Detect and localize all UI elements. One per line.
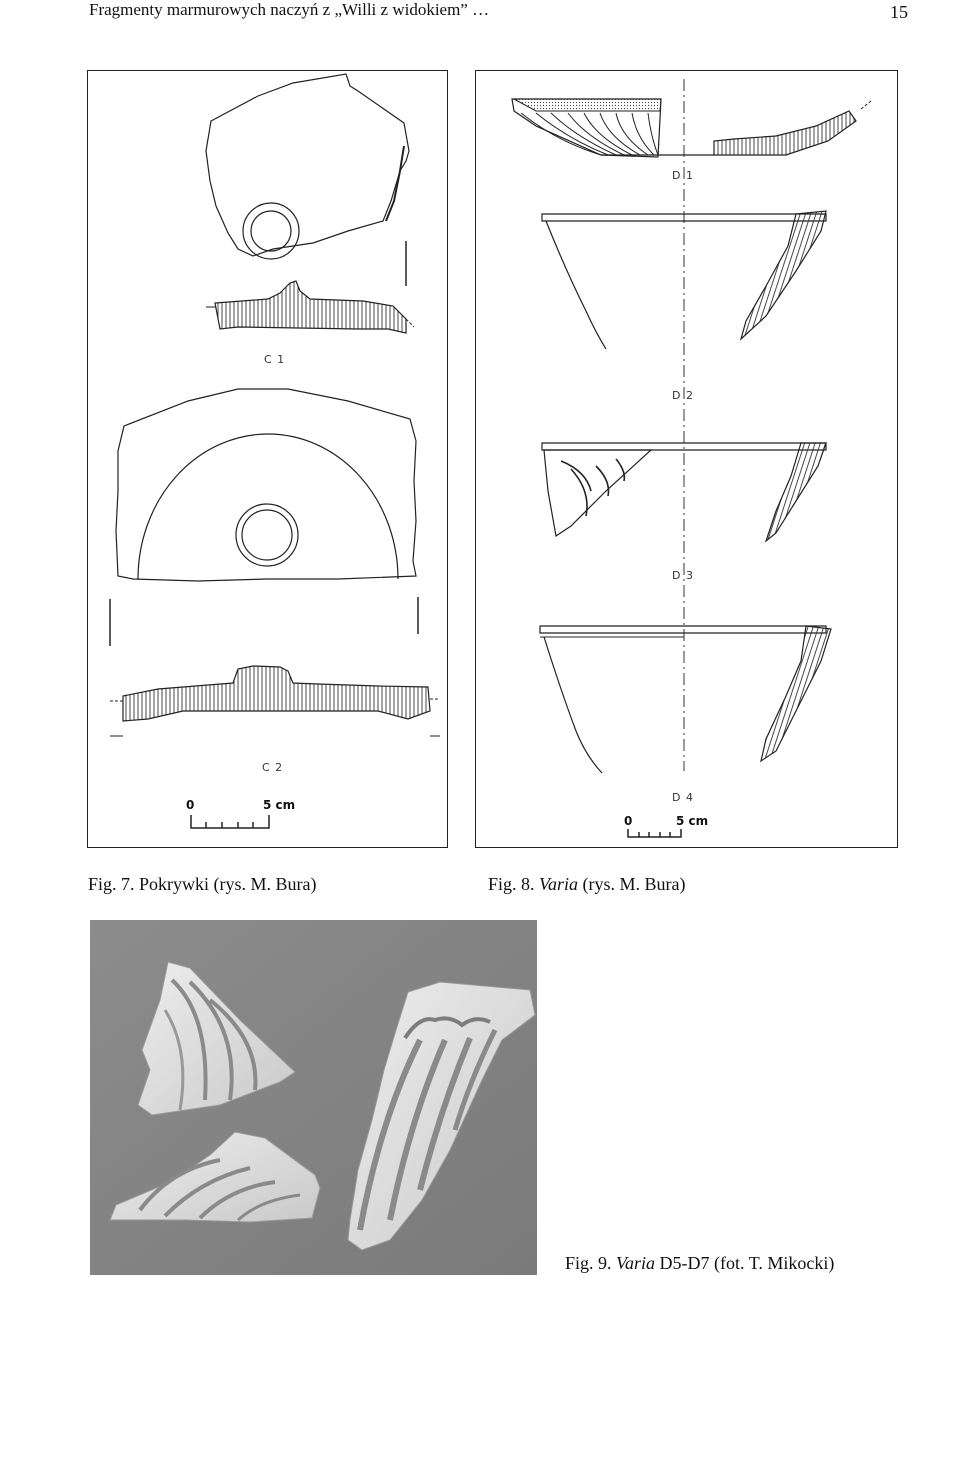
lid-c2-section — [110, 666, 440, 736]
label-c2: C 2 — [262, 761, 284, 774]
running-head: Fragmenty marmurowych naczyń z „Willi z widokiem” … — [89, 0, 490, 19]
lid-c2-top-view — [116, 389, 416, 581]
figure-8-caption-prefix: Fig. 8. — [488, 874, 540, 894]
figure-8-caption-suffix: (rys. M. Bura) — [578, 874, 686, 894]
figure-9-photograph — [90, 920, 537, 1275]
figure-8-caption — [488, 874, 686, 895]
label-d3: D 3 — [672, 569, 694, 582]
figure-9-caption-suffix: D5-D7 (fot. T. Mikocki) — [655, 1253, 835, 1273]
scale-five-cm: 5 cm — [676, 814, 709, 828]
scale-bar-fig8 — [624, 814, 708, 837]
label-d2: D 2 — [672, 389, 694, 402]
label-c1: C 1 — [264, 353, 286, 366]
vessel-d1 — [512, 99, 871, 157]
label-d1: D 1 — [672, 169, 694, 182]
figure-9-caption — [565, 1253, 834, 1274]
label-d4: D 4 — [672, 791, 694, 804]
scale-bar-fig7 — [186, 798, 295, 828]
lid-c1-top-view — [206, 74, 409, 286]
lid-c1-section — [206, 281, 414, 333]
page-number: 15 — [890, 2, 908, 22]
figure-8-drawing — [475, 70, 898, 848]
figure-9-caption-prefix: Fig. 9. — [565, 1253, 617, 1273]
vessel-d4 — [540, 626, 831, 773]
figure-9-caption-italic: Varia — [616, 1253, 656, 1273]
scale-zero: 0 — [624, 814, 633, 828]
figure-8-caption-italic: Varia — [539, 874, 579, 894]
scale-zero: 0 — [186, 798, 195, 812]
scale-five-cm: 5 cm — [263, 798, 296, 812]
figure-7-drawing — [87, 70, 448, 848]
figure-7-caption: Fig. 7. Pokrywki (rys. M. Bura) — [88, 874, 317, 894]
